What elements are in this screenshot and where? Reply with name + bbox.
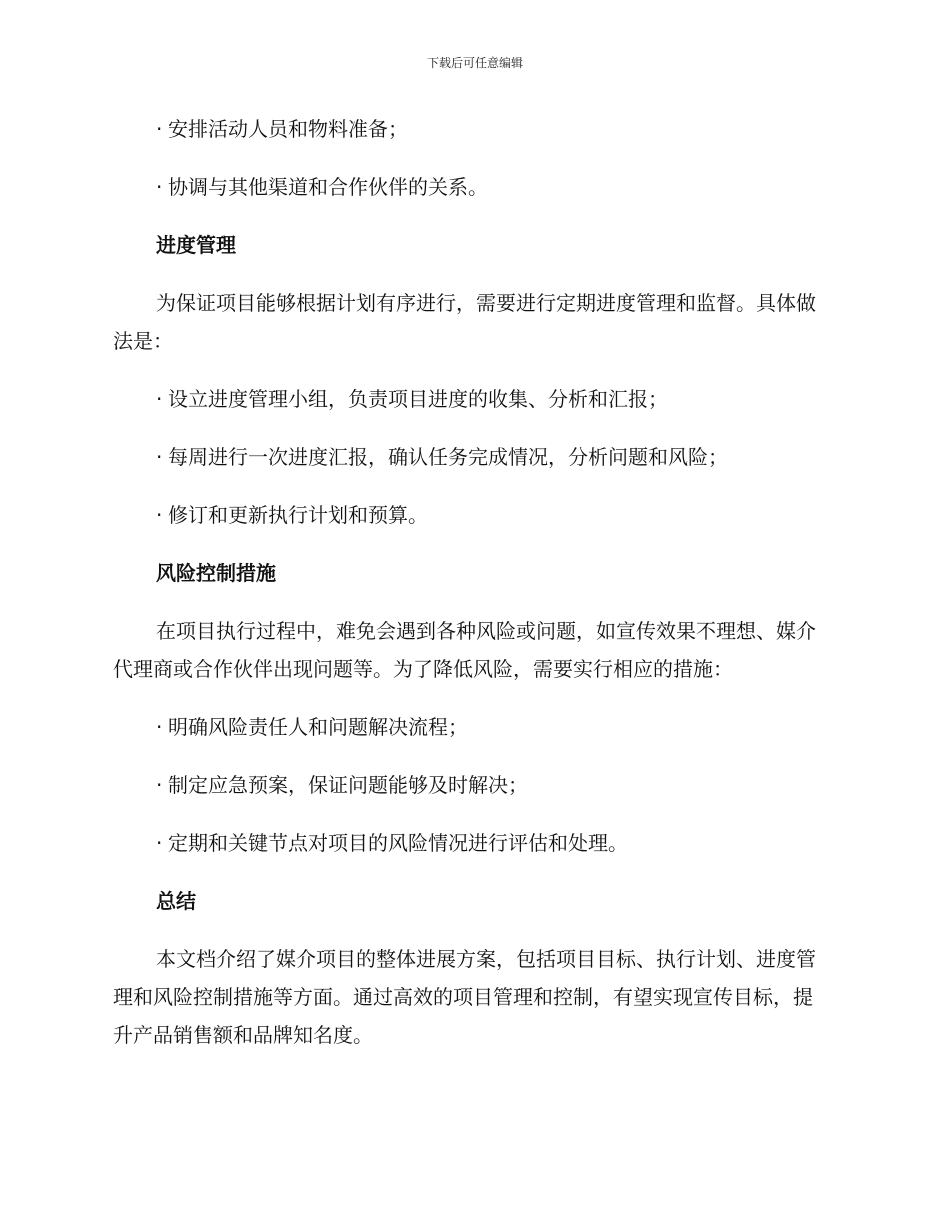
- bullet-dot: ·: [156, 503, 163, 527]
- bullet-text: 每周进行一次进度汇报，确认任务完成情况，分析问题和风险；: [168, 445, 728, 469]
- bullet-dot: ·: [156, 387, 163, 411]
- bullet-text: 安排活动人员和物料准备；: [168, 117, 408, 141]
- section-heading-risk: 风险控制措施: [156, 561, 276, 585]
- section-paragraph-summary: 本文档介绍了媒介项目的整体进展方案，包括项目目标、执行计划、进度管理和风险控制措施等方面。通过高效的项目管理和控制，有望实现宣传目标，提升产品销售额和品牌知名度。: [113, 947, 816, 1047]
- bullet-text: 设立进度管理小组，负责项目进度的收集、分析和汇报；: [168, 387, 668, 411]
- bullet-dot: ·: [156, 773, 163, 797]
- bullet-text: 协调与其他渠道和合作伙伴的关系。: [168, 175, 488, 199]
- bullet-item: [113, 168, 831, 206]
- section-paragraph-risk: 在项目执行过程中，难免会遇到各种风险或问题，如宣传效果不理想、媒介代理商或合作伙伴出现问题等。为了降低风险，需要实行相应的措施：: [113, 619, 816, 681]
- bullet-text: 制定应急预案，保证问题能够及时解决；: [168, 773, 528, 797]
- bullet-text: 定期和关键节点对项目的风险情况进行评估和处理。: [168, 831, 628, 855]
- bullet-dot: ·: [156, 175, 163, 199]
- page-header: 下载后可任意编辑: [426, 56, 523, 70]
- section-paragraph-progress: 为保证项目能够根据计划有序进行，需要进行定期进度管理和监督。具体做法是：: [113, 291, 816, 353]
- bullet-item: [113, 766, 831, 804]
- section-heading-summary: 总结: [156, 889, 196, 913]
- bullet-item: [113, 496, 831, 534]
- document-body: [113, 110, 831, 1074]
- bullet-text: 修订和更新执行计划和预算。: [168, 503, 428, 527]
- bullet-item: [113, 110, 831, 148]
- bullet-item: [113, 380, 831, 418]
- bullet-text: 明确风险责任人和问题解决流程；: [168, 715, 468, 739]
- bullet-item: [113, 824, 831, 862]
- bullet-dot: ·: [156, 715, 163, 739]
- bullet-dot: ·: [156, 445, 163, 469]
- bullet-dot: ·: [156, 831, 163, 855]
- bullet-item: [113, 438, 831, 476]
- bullet-dot: ·: [156, 117, 163, 141]
- section-heading-progress: 进度管理: [156, 233, 236, 257]
- bullet-item: [113, 708, 831, 746]
